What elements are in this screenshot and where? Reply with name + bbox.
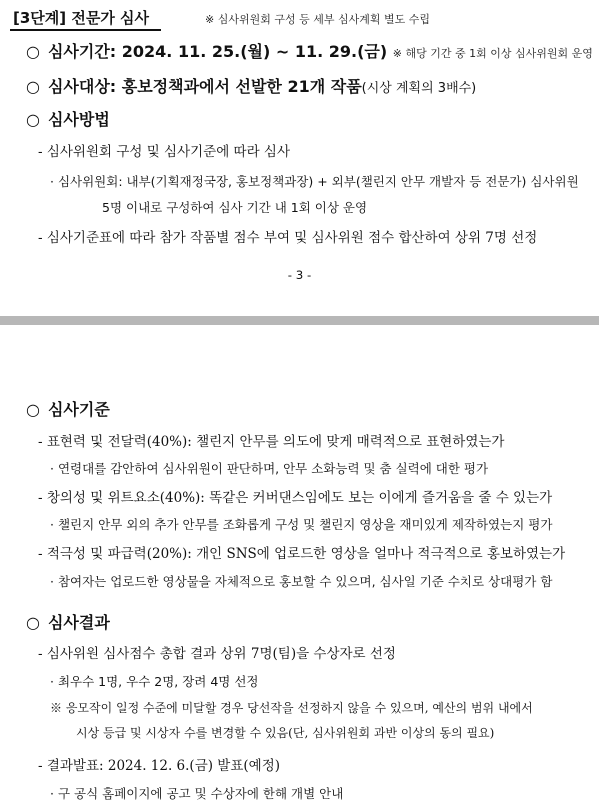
results-note-1: ※ 응모작이 일정 수준에 미달할 경우 당선작을 선정하지 않을 수 있으며, 예산의 범위 내에서 bbox=[50, 701, 533, 715]
period-label: 심사기간: 2024. 11. 25.(월) ~ 11. 29.(금) bbox=[47, 42, 388, 61]
page-divider bbox=[0, 316, 599, 325]
criteria-3-sub: · 참여자는 업로드한 영상물을 자체적으로 홍보할 수 있으며, 심사일 기준 수치로 상대평가 함 bbox=[50, 574, 553, 589]
criteria-heading bbox=[26, 397, 110, 420]
criteria-1-sub: · 연령대를 감안하여 심사위원이 판단하며, 안무 소화능력 및 춤 실력에 대한 평가 bbox=[50, 461, 489, 476]
criteria-2: - 창의성 및 위트요소(40%): 똑같은 커버댄스임에도 보는 이에게 즐거움을 줄 수 있는가 bbox=[38, 490, 553, 506]
circle-bullet-icon: ○ bbox=[26, 110, 40, 129]
circle-bullet-icon: ○ bbox=[26, 77, 40, 96]
method-line-4: - 심사기준표에 따라 참가 작품별 점수 부여 및 심사위원 점수 합산하여 상위 7명 선정 bbox=[38, 230, 538, 246]
period-section bbox=[26, 39, 593, 62]
stage-title: [3단계] 전문가 심사 bbox=[10, 7, 161, 31]
circle-bullet-icon: ○ bbox=[26, 400, 40, 419]
results-heading-text: 심사결과 bbox=[47, 613, 110, 632]
criteria-3: - 적극성 및 파급력(20%): 개인 SNS에 업로드한 영상을 얼마나 적극적으로 홍보하였는가 bbox=[38, 546, 566, 562]
results-2: - 결과발표: 2024. 12. 6.(금) 발표(예정) bbox=[38, 758, 280, 774]
target-section bbox=[26, 74, 476, 97]
circle-bullet-icon: ○ bbox=[26, 613, 40, 632]
results-1: - 심사위원 심사점수 총합 결과 상위 7명(팀)을 수상자로 선정 bbox=[38, 646, 396, 662]
target-paren: (시상 계획의 3배수) bbox=[361, 81, 477, 96]
method-heading-text: 심사방법 bbox=[47, 110, 110, 129]
criteria-heading-text: 심사기준 bbox=[47, 400, 110, 419]
criteria-2-sub: · 챌린지 안무 외의 추가 안무를 조화롭게 구성 및 챌린지 영상을 재미있게 제작하였는지 평가 bbox=[50, 517, 553, 532]
document-page-3 bbox=[0, 0, 599, 318]
page-number: - 3 - bbox=[287, 268, 312, 282]
method-line-1: - 심사위원회 구성 및 심사기준에 따라 심사 bbox=[38, 144, 291, 160]
method-heading bbox=[26, 107, 110, 130]
criteria-1: - 표현력 및 전달력(40%): 챌린지 안무를 의도에 맞게 매력적으로 표현하였는가 bbox=[38, 434, 505, 450]
results-2-sub: · 구 공식 홈페이지에 공고 및 수상자에 한해 개별 안내 bbox=[50, 786, 344, 801]
method-line-2: · 심사위원회: 내부(기획재정국장, 홍보정책과장) + 외부(챌린지 안무 개발자 등 전문가) 심사위원 bbox=[50, 174, 579, 189]
circle-bullet-icon: ○ bbox=[26, 42, 40, 61]
document-page-4 bbox=[0, 327, 599, 808]
method-line-3: 5명 이내로 구성하여 심사 기간 내 1회 이상 운영 bbox=[102, 200, 368, 215]
results-heading bbox=[26, 610, 110, 633]
period-note: ※ 해당 기간 중 1회 이상 심사위원회 운영 bbox=[392, 47, 593, 60]
stage-note: ※ 심사위원회 구성 등 세부 심사계획 별도 수립 bbox=[205, 13, 430, 26]
target-label: 심사대상: 홍보정책과에서 선발한 21개 작품 bbox=[47, 77, 362, 96]
results-note-2: 시상 등급 및 시상자 수를 변경할 수 있음(단, 심사위원회 과반 이상의 동의 필요) bbox=[76, 726, 495, 740]
results-1-sub: · 최우수 1명, 우수 2명, 장려 4명 선정 bbox=[50, 674, 259, 689]
